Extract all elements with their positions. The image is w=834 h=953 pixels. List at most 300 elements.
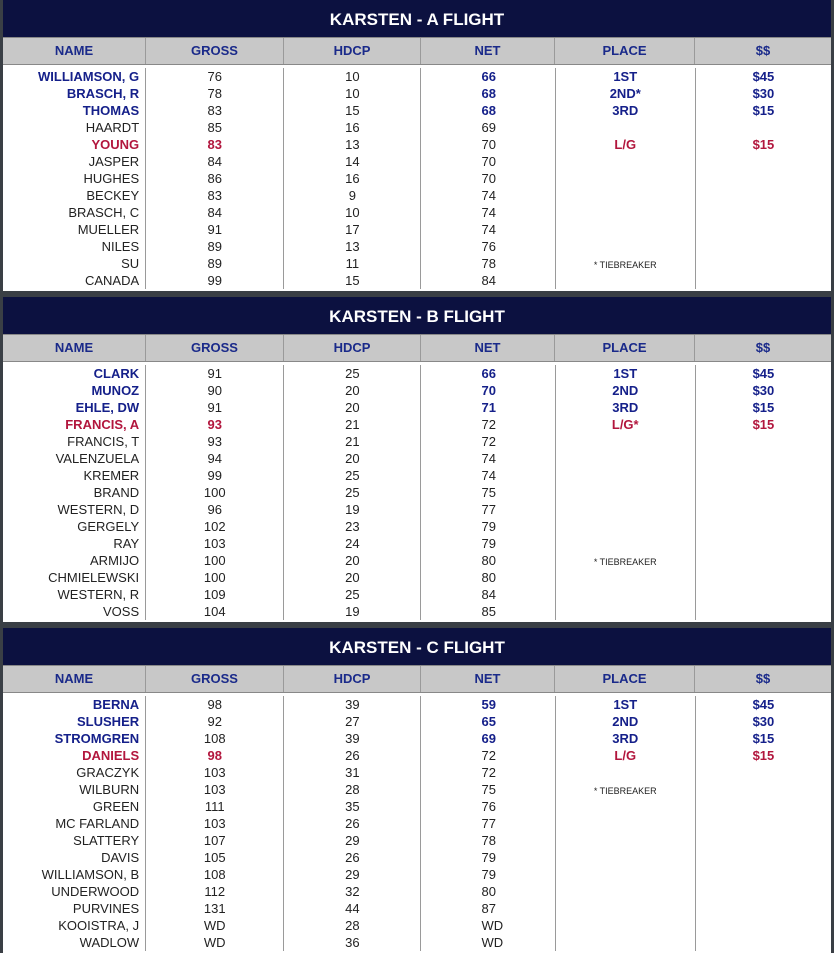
cell-hdcp: 23: [345, 519, 360, 534]
cell-money: [696, 781, 831, 798]
cell-money: $15: [752, 417, 775, 432]
cell-gross: 89: [207, 256, 222, 271]
cell-hdcp: 21: [345, 417, 360, 432]
cell-name: FRANCIS, A: [65, 417, 140, 432]
cell-name: DANIELS: [82, 748, 140, 763]
cell-money: [696, 170, 831, 187]
cell-hdcp: 21: [345, 434, 360, 449]
column-header-hdcp: HDCP: [284, 335, 421, 361]
cell-hdcp: 31: [345, 765, 360, 780]
cell-gross: 105: [203, 850, 226, 865]
cell-hdcp: 16: [345, 120, 360, 135]
cell-place: [556, 917, 695, 934]
cell-hdcp: 10: [345, 205, 360, 220]
column-name: [3, 696, 146, 951]
cell-net: 74: [481, 205, 496, 220]
cell-place: [556, 781, 695, 798]
cell-name: THOMAS: [82, 103, 140, 118]
column-money: [696, 365, 831, 620]
cell-place: [556, 272, 695, 289]
column-place: [556, 365, 696, 620]
column-hdcp: [284, 365, 421, 620]
cell-money: [696, 900, 831, 917]
cell-gross: 99: [207, 273, 222, 288]
cell-gross: 93: [207, 434, 222, 449]
cell-place: 1ST: [613, 697, 638, 712]
column-header-gross: GROSS: [146, 666, 284, 692]
cell-name: HAARDT: [85, 120, 140, 135]
cell-money: $30: [752, 714, 775, 729]
cell-name: VALENZUELA: [55, 451, 140, 466]
cell-money: [696, 187, 831, 204]
column-header-net: NET: [421, 38, 555, 64]
cell-gross: 78: [207, 86, 222, 101]
cell-net: 85: [481, 604, 496, 619]
cell-hdcp: 39: [345, 731, 360, 746]
cell-name: BRASCH, R: [66, 86, 140, 101]
cell-gross: 93: [207, 417, 222, 432]
cell-net: 72: [481, 748, 496, 763]
cell-place: [556, 900, 695, 917]
cell-place: [556, 255, 695, 272]
cell-gross: 100: [203, 570, 226, 585]
flight-title: KARSTEN - B FLIGHT: [3, 297, 831, 334]
column-place: [556, 68, 696, 289]
column-name: [3, 68, 146, 289]
cell-place: L/G: [614, 748, 637, 763]
cell-place: 1ST: [613, 366, 638, 381]
cell-gross: 98: [207, 748, 222, 763]
cell-net: 72: [481, 765, 496, 780]
cell-net: 69: [481, 120, 496, 135]
cell-place: [556, 153, 695, 170]
cell-gross: 100: [203, 553, 226, 568]
cell-name: KREMER: [83, 468, 140, 483]
flight-section: [3, 628, 831, 953]
cell-name: SU: [121, 256, 140, 271]
cell-place: 2ND: [612, 714, 639, 729]
cell-hdcp: 19: [345, 604, 360, 619]
cell-place: [556, 518, 695, 535]
cell-money: $45: [752, 697, 775, 712]
cell-gross: 91: [207, 222, 222, 237]
cell-net: 78: [481, 833, 496, 848]
cell-hdcp: 11: [345, 256, 360, 271]
cell-net: 74: [481, 468, 496, 483]
column-net: [421, 365, 555, 620]
cell-name: EHLE, DW: [75, 400, 140, 415]
cell-place: [556, 586, 695, 603]
column-header-place: PLACE: [555, 666, 695, 692]
cell-gross: 112: [204, 884, 226, 899]
cell-place: [556, 764, 695, 781]
cell-money: [696, 569, 831, 586]
cell-money: [696, 832, 831, 849]
cell-money: $30: [752, 86, 775, 101]
cell-hdcp: 39: [345, 697, 360, 712]
column-header-net: NET: [421, 666, 555, 692]
cell-name: BRAND: [93, 485, 140, 500]
cell-gross: 131: [203, 901, 226, 916]
cell-money: [696, 501, 831, 518]
cell-hdcp: 28: [345, 782, 360, 797]
cell-net: 75: [481, 782, 496, 797]
cell-hdcp: 19: [345, 502, 360, 517]
cell-hdcp: 25: [345, 587, 360, 602]
cell-money: [696, 272, 831, 289]
cell-name: PURVINES: [72, 901, 140, 916]
tiebreaker-note: * TIEBREAKER: [593, 786, 657, 796]
cell-money: [696, 450, 831, 467]
cell-gross: WD: [203, 935, 226, 950]
cell-net: WD: [481, 918, 504, 933]
cell-place: [556, 569, 695, 586]
cell-place: [556, 484, 695, 501]
cell-gross: 102: [203, 519, 226, 534]
cell-gross: 83: [207, 103, 222, 118]
cell-gross: 83: [207, 137, 222, 152]
cell-gross: 76: [207, 69, 222, 84]
cell-place: [556, 535, 695, 552]
cell-gross: 108: [203, 867, 226, 882]
cell-money: [696, 238, 831, 255]
cell-net: 74: [481, 188, 496, 203]
cell-place: [556, 119, 695, 136]
cell-name: STROMGREN: [54, 731, 140, 746]
cell-money: [696, 586, 831, 603]
cell-name: RAY: [113, 536, 140, 551]
cell-money: [696, 518, 831, 535]
cell-hdcp: 13: [345, 137, 360, 152]
cell-hdcp: 9: [348, 188, 357, 203]
cell-money: [696, 603, 831, 620]
flight-section: [3, 0, 831, 291]
cell-place: [556, 170, 695, 187]
cell-place: L/G*: [611, 417, 639, 432]
cell-gross: WD: [203, 918, 226, 933]
cell-name: GRACZYK: [76, 765, 140, 780]
cell-net: 59: [481, 697, 496, 712]
cell-place: [556, 552, 695, 569]
cell-net: 70: [481, 171, 496, 186]
cell-hdcp: 25: [345, 468, 360, 483]
cell-money: [696, 204, 831, 221]
cell-place: [556, 866, 695, 883]
cell-net: 74: [481, 451, 496, 466]
cell-gross: 99: [207, 468, 222, 483]
column-name: [3, 365, 146, 620]
column-header-hdcp: HDCP: [284, 38, 421, 64]
cell-hdcp: 26: [345, 850, 360, 865]
cell-money: [696, 764, 831, 781]
cell-money: $30: [752, 383, 775, 398]
column-header-name: NAME: [3, 666, 146, 692]
cell-money: [696, 433, 831, 450]
cell-hdcp: 16: [345, 171, 360, 186]
cell-name: UNDERWOOD: [51, 884, 140, 899]
cell-place: [556, 238, 695, 255]
cell-gross: 91: [207, 366, 222, 381]
column-header-place: PLACE: [555, 38, 695, 64]
cell-net: 87: [481, 901, 496, 916]
cell-money: [696, 535, 831, 552]
cell-hdcp: 20: [345, 570, 360, 585]
column-place: [556, 696, 696, 951]
column-gross: [146, 68, 284, 289]
cell-net: 76: [481, 239, 496, 254]
cell-hdcp: 32: [345, 884, 360, 899]
cell-place: [556, 815, 695, 832]
cell-gross: 108: [203, 731, 226, 746]
cell-gross: 111: [204, 799, 225, 814]
cell-place: [556, 221, 695, 238]
cell-gross: 100: [203, 485, 226, 500]
column-header-money: $$: [755, 340, 771, 355]
cell-gross: 109: [203, 587, 226, 602]
cell-net: 84: [481, 587, 496, 602]
cell-money: [696, 798, 831, 815]
cell-net: 75: [481, 485, 496, 500]
cell-gross: 85: [207, 120, 222, 135]
flight-title: KARSTEN - A FLIGHT: [3, 0, 831, 37]
cell-place: [556, 798, 695, 815]
cell-net: 79: [481, 867, 496, 882]
cell-place: [556, 832, 695, 849]
cell-hdcp: 20: [345, 553, 360, 568]
tiebreaker-note: * TIEBREAKER: [593, 557, 657, 567]
cell-money: $15: [752, 748, 775, 763]
cell-gross: 94: [207, 451, 222, 466]
cell-money: $45: [752, 366, 775, 381]
cell-name: NILES: [101, 239, 140, 254]
cell-hdcp: 20: [345, 400, 360, 415]
cell-money: [696, 255, 831, 272]
cell-place: [556, 467, 695, 484]
cell-net: 66: [481, 69, 496, 84]
cell-money: [696, 849, 831, 866]
cell-hdcp: 29: [345, 833, 360, 848]
cell-place: 3RD: [612, 400, 639, 415]
cell-money: $15: [752, 103, 775, 118]
cell-place: [556, 883, 695, 900]
cell-hdcp: 15: [345, 273, 360, 288]
column-money: [696, 696, 831, 951]
cell-net: 84: [481, 273, 496, 288]
cell-hdcp: 29: [345, 867, 360, 882]
cell-name: HUGHES: [83, 171, 140, 186]
cell-place: [556, 501, 695, 518]
flight-title: KARSTEN - C FLIGHT: [3, 628, 831, 665]
cell-name: JASPER: [88, 154, 140, 169]
cell-place: 2ND*: [609, 86, 641, 101]
cell-money: [696, 552, 831, 569]
column-header-row: [3, 37, 831, 65]
cell-net: 80: [481, 553, 496, 568]
flight-table-body: [3, 65, 831, 291]
cell-name: GREEN: [92, 799, 140, 814]
cell-name: WESTERN, R: [57, 587, 140, 602]
cell-money: [696, 815, 831, 832]
cell-hdcp: 20: [345, 383, 360, 398]
cell-gross: 107: [203, 833, 226, 848]
cell-place: [556, 204, 695, 221]
cell-money: [696, 119, 831, 136]
cell-net: 68: [481, 103, 496, 118]
cell-gross: 91: [207, 400, 222, 415]
cell-place: L/G: [614, 137, 637, 152]
column-header-place: PLACE: [555, 335, 695, 361]
cell-hdcp: 36: [345, 935, 360, 950]
cell-net: 79: [481, 850, 496, 865]
cell-net: 77: [481, 816, 496, 831]
column-header-gross: GROSS: [146, 335, 284, 361]
flight-section: [3, 297, 831, 622]
column-net: [421, 696, 555, 951]
cell-net: 71: [481, 400, 496, 415]
cell-gross: 96: [207, 502, 222, 517]
cell-place: [556, 603, 695, 620]
cell-hdcp: 35: [345, 799, 360, 814]
cell-hdcp: 15: [345, 103, 360, 118]
cell-net: 70: [481, 137, 496, 152]
cell-name: WESTERN, D: [57, 502, 140, 517]
cell-net: WD: [481, 935, 504, 950]
cell-gross: 104: [203, 604, 226, 619]
cell-place: 3RD: [612, 103, 639, 118]
cell-money: $15: [752, 400, 775, 415]
results-page: [3, 0, 831, 953]
cell-name: DAVIS: [101, 850, 140, 865]
cell-gross: 103: [203, 782, 226, 797]
cell-gross: 84: [207, 154, 222, 169]
cell-gross: 84: [207, 205, 222, 220]
cell-net: 70: [481, 383, 496, 398]
cell-net: 72: [481, 417, 496, 432]
cell-gross: 90: [207, 383, 222, 398]
cell-net: 69: [481, 731, 496, 746]
cell-net: 70: [481, 154, 496, 169]
cell-name: MUELLER: [77, 222, 140, 237]
cell-money: $15: [752, 731, 775, 746]
cell-hdcp: 24: [345, 536, 360, 551]
cell-name: CHMIELEWSKI: [48, 570, 140, 585]
flight-table-body: [3, 693, 831, 953]
cell-net: 78: [481, 256, 496, 271]
cell-money: [696, 866, 831, 883]
cell-net: 66: [481, 366, 496, 381]
cell-net: 77: [481, 502, 496, 517]
column-money: [696, 68, 831, 289]
column-header-name: NAME: [3, 335, 146, 361]
cell-net: 74: [481, 222, 496, 237]
cell-gross: 103: [203, 765, 226, 780]
cell-hdcp: 25: [345, 485, 360, 500]
column-header-row: [3, 665, 831, 693]
cell-hdcp: 27: [345, 714, 360, 729]
cell-name: WILLIAMSON, B: [41, 867, 140, 882]
cell-gross: 83: [207, 188, 222, 203]
cell-hdcp: 26: [345, 816, 360, 831]
flight-table-body: [3, 362, 831, 622]
cell-name: MUNOZ: [91, 383, 140, 398]
column-gross: [146, 696, 284, 951]
cell-place: 3RD: [612, 731, 639, 746]
cell-hdcp: 17: [345, 222, 360, 237]
column-header-hdcp: HDCP: [284, 666, 421, 692]
cell-gross: 103: [203, 816, 226, 831]
cell-place: [556, 433, 695, 450]
cell-name: KOOISTRA, J: [58, 918, 140, 933]
cell-name: VOSS: [103, 604, 140, 619]
cell-name: WILBURN: [79, 782, 140, 797]
cell-hdcp: 20: [345, 451, 360, 466]
cell-name: FRANCIS, T: [67, 434, 140, 449]
cell-name: BRASCH, C: [68, 205, 140, 220]
cell-place: [556, 187, 695, 204]
column-header-money: $$: [755, 671, 771, 686]
column-gross: [146, 365, 284, 620]
cell-hdcp: 10: [345, 86, 360, 101]
cell-place: 2ND: [612, 383, 639, 398]
cell-net: 79: [481, 536, 496, 551]
cell-hdcp: 13: [345, 239, 360, 254]
cell-place: 1ST: [613, 69, 638, 84]
cell-net: 80: [481, 884, 496, 899]
column-hdcp: [284, 696, 421, 951]
cell-name: BECKEY: [86, 188, 140, 203]
cell-name: WADLOW: [79, 935, 140, 950]
column-header-net: NET: [421, 335, 555, 361]
cell-name: GERGELY: [77, 519, 140, 534]
column-header-gross: GROSS: [146, 38, 284, 64]
cell-money: $15: [752, 137, 775, 152]
cell-name: YOUNG: [91, 137, 140, 152]
cell-name: SLUSHER: [77, 714, 140, 729]
cell-money: [696, 917, 831, 934]
cell-hdcp: 25: [345, 366, 360, 381]
cell-money: [696, 883, 831, 900]
cell-net: 80: [481, 570, 496, 585]
cell-money: [696, 221, 831, 238]
cell-net: 72: [481, 434, 496, 449]
cell-gross: 89: [207, 239, 222, 254]
column-header-money: $$: [755, 43, 771, 58]
cell-gross: 92: [207, 714, 222, 729]
cell-net: 76: [481, 799, 496, 814]
cell-gross: 103: [203, 536, 226, 551]
cell-name: MC FARLAND: [55, 816, 140, 831]
cell-net: 79: [481, 519, 496, 534]
column-header-row: [3, 334, 831, 362]
cell-gross: 86: [207, 171, 222, 186]
tiebreaker-note: * TIEBREAKER: [593, 260, 657, 270]
cell-hdcp: 14: [345, 154, 360, 169]
cell-gross: 98: [207, 697, 222, 712]
cell-hdcp: 44: [345, 901, 360, 916]
cell-place: [556, 450, 695, 467]
cell-money: [696, 153, 831, 170]
column-header-name: NAME: [3, 38, 146, 64]
cell-place: [556, 849, 695, 866]
column-net: [421, 68, 555, 289]
column-hdcp: [284, 68, 421, 289]
cell-hdcp: 26: [345, 748, 360, 763]
cell-hdcp: 28: [345, 918, 360, 933]
cell-name: ARMIJO: [90, 553, 140, 568]
cell-money: [696, 484, 831, 501]
cell-money: $45: [752, 69, 775, 84]
cell-money: [696, 467, 831, 484]
